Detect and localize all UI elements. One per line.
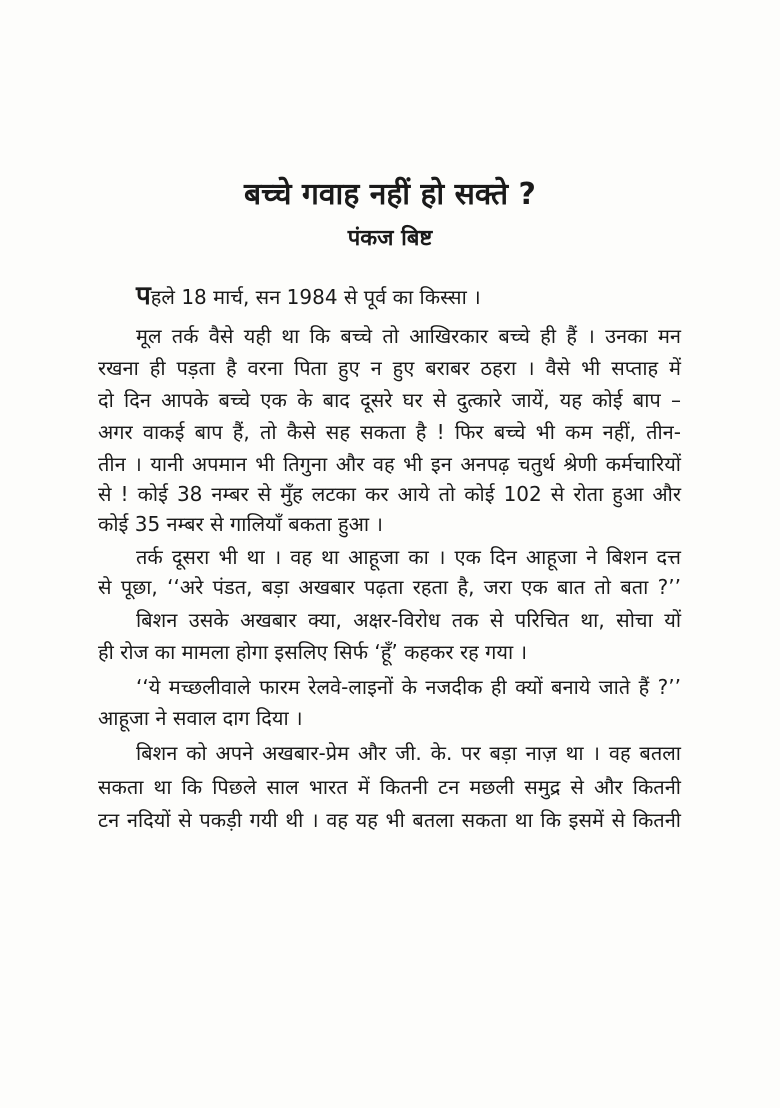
text-line: आहूजा ने सवाल दाग दिया । (98, 706, 303, 730)
text-line: मूल तर्क वैसे यही था कि बच्चे तो आखिरकार बच्चे ही हैं । उनका मन (136, 324, 681, 348)
opening-text: हले 18 मार्च, सन 1984 से पूर्व का किस्सा । (150, 285, 481, 309)
text-line: से ! कोई 38 नम्बर से मुँह लटका कर आये तो कोई 102 से रोता हुआ और (98, 482, 681, 506)
text-line: सकता था कि पिछले साल भारत में कितनी टन मछली समुद्र से और कितनी (98, 775, 681, 799)
text-line: रखना ही पड़ता है वरना पिता हुए न हुए बराबर ठहरा । वैसे भी सप्ताह में (98, 356, 681, 380)
drop-letter: प (136, 281, 151, 311)
text-line: अगर वाकई बाप हैं, तो कैसे सह सकता है ! फिर बच्चे भी कम नहीं, तीन- (98, 420, 681, 444)
text-line: बिशन को अपने अखबार-प्रेम और जी. के. पर बड़ा नाज़ था । वह बतला (136, 741, 681, 765)
author-name: पंकज बिष्ट (347, 226, 433, 251)
text-line: बिशन उसके अखबार क्या, अक्षर-विरोध तक से परिचित था, सोचा यों (136, 608, 681, 632)
story-title: बच्चे गवाह नहीं हो सक्ते ? (244, 177, 536, 212)
text-line: दो दिन आपके बच्चे एक के बाद दूसरे घर से दुत्कारे जायें, यह कोई बाप – (98, 388, 681, 412)
text-line: तीन । यानी अपमान भी तिगुना और वह भी इन अनपढ़ चतुर्थ श्रेणी कर्मचारियों (98, 452, 681, 476)
text-line: ही रोज का मामला होगा इसलिए सिर्फ ‘हूँ’ कहकर रह गया । (98, 640, 528, 664)
text-line: से पूछा, ‘‘अरे पंडत, बड़ा अखबार पढ़ता रहता है, जरा एक बात तो बता ?’’ (98, 575, 681, 599)
text-line: ‘‘ये मच्छलीवाले फारम रेलवे-लाइनों के नजदीक ही क्यों बनाये जाते हैं ?’’ (136, 675, 681, 699)
text-line: कोई 35 नम्बर से गालियाँ बकता हुआ । (98, 512, 383, 536)
opening-line (136, 282, 719, 311)
text-line: तर्क दूसरा भी था । वह था आहूजा का । एक दिन आहूजा ने बिशन दत्त (136, 545, 681, 569)
text-line: टन नदियों से पकड़ी गयी थी । वह यह भी बतला सकता था कि इसमें से कितनी (98, 808, 681, 832)
